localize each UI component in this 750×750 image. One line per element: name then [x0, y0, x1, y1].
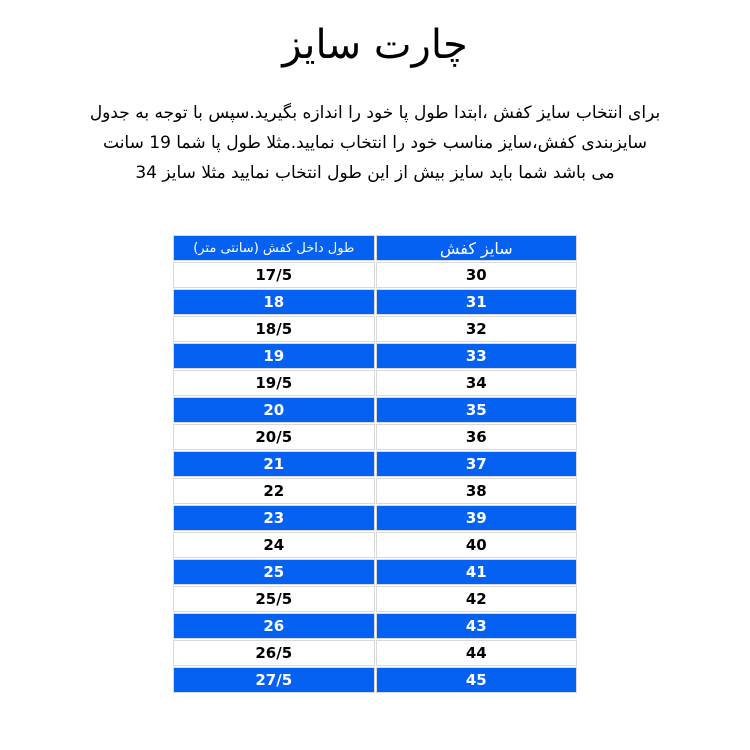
shoe-size-cell: 35	[376, 397, 578, 423]
table-row	[173, 532, 577, 558]
inner-length-cell: 26	[173, 613, 375, 639]
intro-line-1: برای انتخاب سایز کفش ،ابتدا طول پا خود را اندازه بگیرید.سپس با توجه به جدول	[89, 103, 661, 123]
inner-length-cell: 18	[173, 289, 375, 315]
shoe-size-cell: 32	[376, 316, 578, 342]
inner-length-cell: 25/5	[173, 586, 375, 612]
shoe-size-cell: 34	[376, 370, 578, 396]
header-row	[173, 235, 577, 261]
shoe-size-cell: 41	[376, 559, 578, 585]
table-row	[173, 289, 577, 315]
inner-length-cell: 19	[173, 343, 375, 369]
shoe-size-cell: 38	[376, 478, 578, 504]
inner-length-cell: 23	[173, 505, 375, 531]
inner-length-cell: 20/5	[173, 424, 375, 450]
table-row	[173, 316, 577, 342]
shoe-size-cell: 31	[376, 289, 578, 315]
size-table	[172, 234, 578, 694]
table-row	[173, 559, 577, 585]
shoe-size-column-header: سایز کفش	[376, 235, 578, 261]
table-row	[173, 613, 577, 639]
shoe-size-cell: 36	[376, 424, 578, 450]
table-row	[173, 640, 577, 666]
inner-length-column-header: طول داخل کفش (سانتی متر)	[173, 235, 375, 261]
shoe-size-cell: 42	[376, 586, 578, 612]
table-row	[173, 424, 577, 450]
table-row	[173, 397, 577, 423]
table-row	[173, 586, 577, 612]
inner-length-cell: 25	[173, 559, 375, 585]
table-row	[173, 262, 577, 288]
table-row	[173, 451, 577, 477]
inner-length-cell: 19/5	[173, 370, 375, 396]
shoe-size-cell: 33	[376, 343, 578, 369]
shoe-size-cell: 39	[376, 505, 578, 531]
size-table-header	[173, 235, 577, 261]
inner-length-cell: 27/5	[173, 667, 375, 693]
inner-length-cell: 22	[173, 478, 375, 504]
shoe-size-cell: 43	[376, 613, 578, 639]
shoe-size-cell: 40	[376, 532, 578, 558]
inner-length-cell: 26/5	[173, 640, 375, 666]
inner-length-cell: 18/5	[173, 316, 375, 342]
inner-length-cell: 21	[173, 451, 375, 477]
shoe-size-cell: 30	[376, 262, 578, 288]
inner-length-cell: 20	[173, 397, 375, 423]
intro-line-3: می باشد شما باید سایز بیش از این طول انتخاب نمایید مثلا سایز 34	[135, 163, 615, 183]
table-row	[173, 343, 577, 369]
shoe-size-cell: 44	[376, 640, 578, 666]
shoe-size-cell: 37	[376, 451, 578, 477]
intro-text	[0, 98, 750, 188]
inner-length-cell: 17/5	[173, 262, 375, 288]
size-table-body	[173, 262, 577, 693]
table-row	[173, 505, 577, 531]
intro-line-2: سایزبندی کفش،سایز مناسب خود را انتخاب نمایید.مثلا طول پا شما 19 سانت	[103, 133, 647, 153]
table-row	[173, 478, 577, 504]
shoe-size-cell: 45	[376, 667, 578, 693]
table-row	[173, 667, 577, 693]
table-row	[173, 370, 577, 396]
inner-length-cell: 24	[173, 532, 375, 558]
page-title: چارت سایز	[282, 22, 468, 68]
